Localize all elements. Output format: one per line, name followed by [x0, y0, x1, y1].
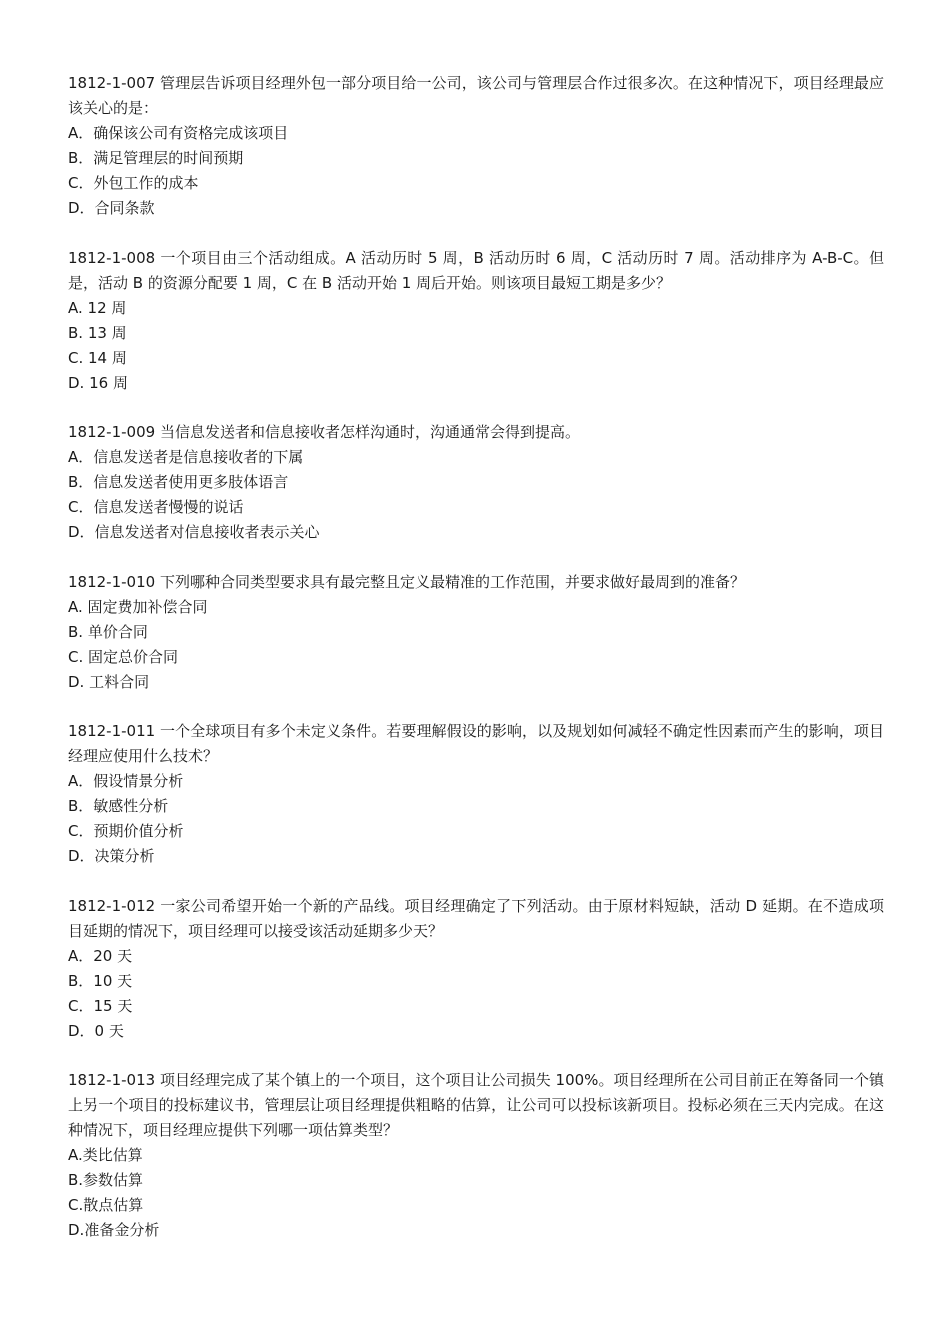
question-text: 1812-1-011 一个全球项目有多个未定义条件。若要理解假设的影响，以及规划如何减轻不确定性因素而产生的影响，项目经理应使用什么技术？: [68, 722, 884, 765]
document-page: [68, 71, 884, 1268]
question-text: 1812-1-009 当信息发送者和信息接收者怎样沟通时，沟通通常会得到提高。: [68, 423, 580, 441]
option-d: D．决策分析: [68, 847, 155, 865]
option-b: B. 13 周: [68, 323, 127, 342]
option-d: D.准备金分析: [68, 1221, 160, 1239]
question-text: 1812-1-007 管理层告诉项目经理外包一部分项目给一公司，该公司与管理层合作过很多次。在这种情况下，项目经理最应该关心的是：: [68, 74, 884, 117]
question-1812-1-008: [68, 246, 884, 396]
option-c: C．15 天: [68, 996, 133, 1015]
option-d: D．合同条款: [68, 199, 155, 217]
option-d: D. 工料合同: [68, 672, 150, 691]
question-text: 1812-1-013 项目经理完成了某个镇上的一个项目，这个项目让公司损失 100%。项目经理所在公司目前正在筹备同一个镇上另一个项目的投标建议书，管理层让项目经理提供粗略的估算，让公司可以投标该新项目。投标必须在三天内完成。在这种情况下，项目经理应提供下列哪一项估算类型？: [68, 1071, 884, 1139]
question-1812-1-007: [68, 71, 884, 221]
option-a: A．信息发送者是信息接收者的下属: [68, 448, 304, 466]
option-b: B. 单价合同: [68, 622, 148, 641]
option-b: B．满足管理层的时间预期: [68, 149, 244, 167]
option-c: C. 14 周: [68, 348, 127, 367]
option-a: A. 12 周: [68, 298, 127, 317]
option-d: D．0 天: [68, 1021, 124, 1040]
question-text: 1812-1-008 一个项目由三个活动组成。A 活动历时 5 周，B 活动历时 6 周，C 活动历时 7 周。活动排序为 A-B-C。但是，活动 B 的资源分配要 1 周，C 在 B 活动开始 1 周后开始。则该项目最短工期是多少？: [68, 248, 884, 292]
option-c: C．信息发送者慢慢的说话: [68, 498, 244, 516]
option-c: C．预期价值分析: [68, 822, 184, 840]
question-text: 1812-1-012 一家公司希望开始一个新的产品线。项目经理确定了下列活动。由于原材料短缺，活动 D 延期。在不造成项目延期的情况下，项目经理可以接受该活动延期多少天？: [68, 896, 884, 940]
option-d: D. 16 周: [68, 373, 128, 392]
question-1812-1-012: [68, 894, 884, 1044]
question-1812-1-009: [68, 420, 884, 545]
question-text: 1812-1-010 下列哪种合同类型要求具有最完整且定义最精准的工作范围，并要求做好最周到的准备？: [68, 572, 745, 591]
option-a: A. 固定费加补偿合同: [68, 597, 208, 616]
option-c: C．外包工作的成本: [68, 174, 199, 192]
option-a: A．20 天: [68, 946, 133, 965]
option-b: B.参数估算: [68, 1171, 144, 1189]
option-b: B．敏感性分析: [68, 797, 169, 815]
question-1812-1-013: [68, 1068, 884, 1243]
option-c: C.散点估算: [68, 1196, 144, 1214]
option-a: A.类比估算: [68, 1146, 143, 1164]
option-d: D．信息发送者对信息接收者表示关心: [68, 523, 320, 541]
option-c: C. 固定总价合同: [68, 647, 179, 666]
question-1812-1-011: [68, 719, 884, 869]
question-1812-1-010: [68, 570, 884, 695]
option-b: B．10 天: [68, 971, 133, 990]
option-b: B．信息发送者使用更多肢体语言: [68, 473, 289, 491]
option-a: A．假设情景分析: [68, 772, 184, 790]
option-a: A．确保该公司有资格完成该项目: [68, 124, 289, 142]
